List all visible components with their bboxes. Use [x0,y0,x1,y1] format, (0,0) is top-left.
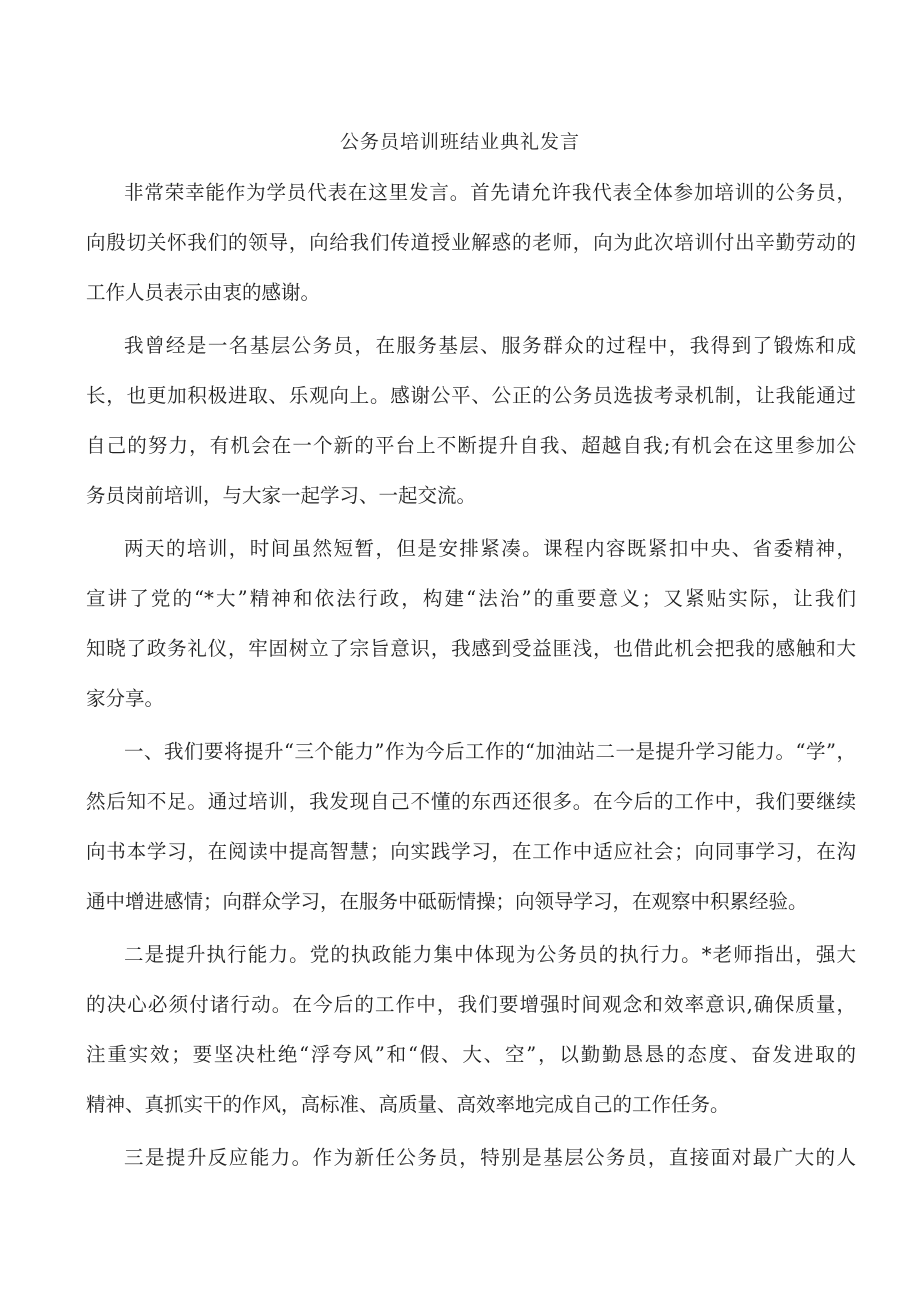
paragraph-line: 自己的努力，有机会在一个新的平台上不断提升自我、超越自我;有机会在这里参加公 [86,434,856,457]
paragraph-line: 务员岗前培训，与大家一起学习、一起交流。 [86,484,477,507]
paragraph-line: 精神、真抓实干的作风，高标准、高质量、高效率地完成自己的工作任务。 [86,1093,730,1116]
paragraph-line: 我曾经是一名基层公务员，在服务基层、服务群众的过程中，我得到了锻炼和成 [124,334,856,357]
paragraph-line: 二是提升执行能力。党的执政能力集中体现为公务员的执行力。*老师指出，强大 [124,943,856,966]
paragraph-line: 向殷切关怀我们的领导，向给我们传道授业解惑的老师，向为此次培训付出辛勤劳动的 [86,231,856,254]
paragraph-line: 长，也更加积极进取、乐观向上。感谢公平、公正的公务员选拔考录机制，让我能通过 [86,384,856,407]
paragraph-line: 通中增进感情；向群众学习，在服务中砥砺情操；向领导学习，在观察中积累经验。 [86,890,808,913]
paragraph-line: 注重实效；要坚决杜绝“浮夸风”和“假、大、空”，以勤勤恳恳的态度、奋发进取的 [86,1043,856,1066]
paragraph-line: 向书本学习，在阅读中提高智慧；向实践学习，在工作中适应社会；向同事学习，在沟 [86,840,856,863]
paragraph-line: 然后知不足。通过培训，我发现自己不懂的东西还很多。在今后的工作中，我们要继续 [86,790,856,813]
paragraph-line: 知晓了政务礼仪，牢固树立了宗旨意识，我感到受益匪浅，也借此机会把我的感触和大 [86,637,856,660]
paragraph-line: 家分享。 [86,687,165,710]
paragraph-line: 一、我们要将提升“三个能力”作为今后工作的“加油站二一是提升学习能力。“学”， [124,740,856,763]
paragraph-line: 宣讲了党的“*大”精神和依法行政，构建“法治”的重要意义；又紧贴实际，让我们 [86,587,856,610]
document-title: 公务员培训班结业典礼发言 [339,131,580,153]
paragraph-line: 工作人员表示由衷的感谢。 [86,281,321,304]
paragraph-line: 的决心必须付诸行动。在今后的工作中，我们要增强时间观念和效率意识,确保质量， [86,993,856,1016]
paragraph-line: 三是提升反应能力。作为新任公务员，特别是基层公务员，直接面对最广大的人 [124,1146,856,1169]
paragraph-line: 非常荣幸能作为学员代表在这里发言。首先请允许我代表全体参加培训的公务员， [124,181,856,204]
paragraph-line: 两天的培训，时间虽然短暂，但是安排紧凑。课程内容既紧扣中央、省委精神， [124,537,856,560]
